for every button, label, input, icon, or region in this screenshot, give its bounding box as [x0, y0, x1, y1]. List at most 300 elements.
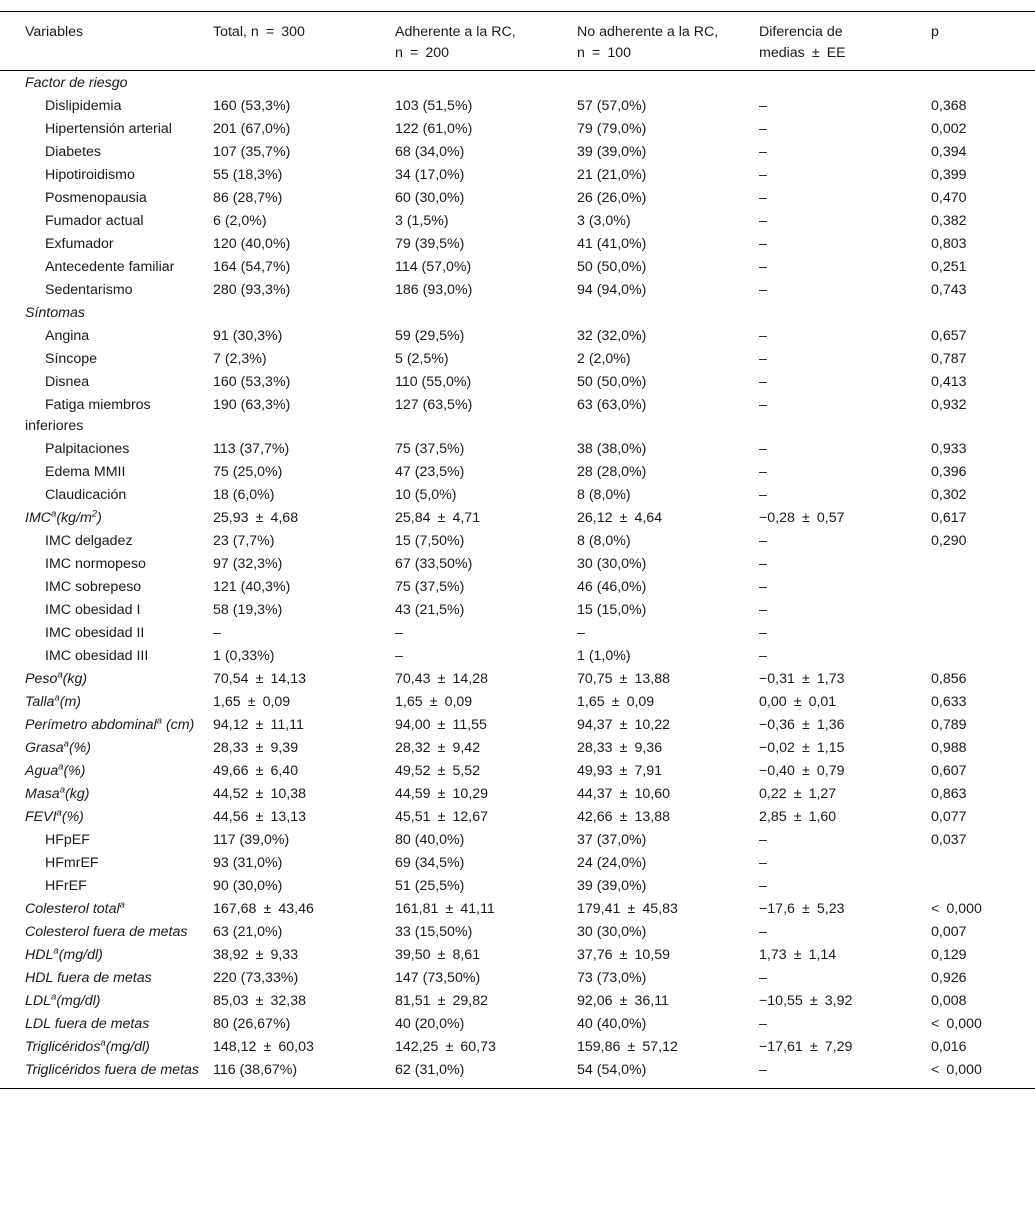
diferencia-cell: – — [759, 970, 767, 986]
variable-label: Peso — [25, 671, 58, 687]
no-adherente-cell — [577, 302, 759, 325]
variable-label: IMC obesidad II — [45, 625, 145, 641]
variable-cell — [0, 233, 213, 256]
variable-cell — [0, 760, 213, 783]
variable-label: Posmenopausia — [45, 190, 147, 206]
variable-label: Edema MMII — [45, 464, 126, 480]
table-row — [0, 898, 1035, 921]
diferencia-cell: −0,40 ± 0,79 — [759, 763, 845, 779]
diferencia-cell: – — [759, 924, 767, 940]
adherente-cell: 69 (34,5%) — [395, 855, 465, 871]
table-row — [0, 622, 1035, 645]
variable-label: IMC obesidad III — [45, 648, 149, 664]
header-p: p — [931, 24, 939, 40]
table-row — [0, 599, 1035, 622]
variable-cell — [0, 852, 213, 875]
no-adherente-cell: 28 (28,0%) — [577, 464, 647, 480]
variable-cell — [0, 1036, 213, 1059]
variable-label: IMC delgadez — [45, 533, 133, 549]
variable-label: Antecedente familiar — [45, 259, 175, 275]
header-variables: Variables — [25, 24, 84, 40]
no-adherente-cell: 1 (1,0%) — [577, 648, 631, 664]
table-row — [0, 576, 1035, 599]
adherente-cell: – — [395, 625, 403, 641]
no-adherente-cell: 26,12 ± 4,64 — [577, 510, 663, 526]
table-row — [0, 118, 1035, 141]
p-value-cell: 0,251 — [931, 259, 967, 275]
no-adherente-cell: 32 (32,0%) — [577, 328, 647, 344]
diferencia-cell — [759, 71, 931, 96]
total-cell: 94,12 ± 11,11 — [213, 717, 304, 733]
variable-cell — [0, 645, 213, 668]
adherente-cell: 3 (1,5%) — [395, 213, 449, 229]
p-value-cell: 0,037 — [931, 832, 967, 848]
variable-cell — [0, 576, 213, 599]
variable-unit: (kg) — [65, 786, 90, 802]
no-adherente-cell: 57 (57,0%) — [577, 98, 647, 114]
p-value-cell: 0,002 — [931, 121, 967, 137]
diferencia-cell: – — [759, 213, 767, 229]
diferencia-cell: – — [759, 374, 767, 390]
variable-label: Colesterol fuera de metas — [25, 924, 188, 940]
variable-label: Perímetro abdominal — [25, 717, 157, 733]
diferencia-cell: – — [759, 98, 767, 114]
variable-cell — [0, 921, 213, 944]
header-adherente: Adherente a la RC, n = 200 — [395, 24, 516, 61]
table-row — [0, 530, 1035, 553]
table-row — [0, 507, 1035, 530]
p-value-cell: < 0,000 — [931, 901, 982, 917]
variable-cell — [0, 944, 213, 967]
table-row — [0, 806, 1035, 829]
no-adherente-cell: 39 (39,0%) — [577, 144, 647, 160]
total-cell: 55 (18,3%) — [213, 167, 283, 183]
variable-cell — [0, 187, 213, 210]
variable-cell — [0, 484, 213, 507]
table-body — [0, 71, 1035, 1089]
p-value-cell: 0,470 — [931, 190, 967, 206]
total-cell: 160 (53,3%) — [213, 98, 291, 114]
variable-label: IMC sobrepeso — [45, 579, 142, 595]
diferencia-cell: 0,00 ± 0,01 — [759, 694, 837, 710]
variable-label: Grasa — [25, 740, 64, 756]
variable-label: Síncope — [45, 351, 98, 367]
p-value-cell: 0,368 — [931, 98, 967, 114]
footnote-marker: a — [53, 945, 59, 957]
variable-label: Talla — [25, 694, 55, 710]
adherente-cell: 15 (7,50%) — [395, 533, 465, 549]
no-adherente-cell: 39 (39,0%) — [577, 878, 647, 894]
variable-label: Disnea — [45, 374, 90, 390]
table-row — [0, 1059, 1035, 1089]
variable-cell — [0, 302, 213, 325]
adherente-cell: 45,51 ± 12,67 — [395, 809, 488, 825]
p-value-cell: < 0,000 — [931, 1016, 982, 1032]
footnote-marker: a — [156, 715, 162, 727]
no-adherente-cell: 73 (73,0%) — [577, 970, 647, 986]
table-row — [0, 394, 1035, 438]
variable-unit: (kg/m — [56, 510, 92, 526]
diferencia-cell: – — [759, 328, 767, 344]
no-adherente-cell: 50 (50,0%) — [577, 259, 647, 275]
variable-label: Triglicéridos — [25, 1039, 101, 1055]
adherente-cell: 122 (61,0%) — [395, 121, 473, 137]
p-value-cell: 0,863 — [931, 786, 967, 802]
no-adherente-cell: – — [577, 625, 585, 641]
diferencia-cell: – — [759, 351, 767, 367]
total-cell: – — [213, 625, 221, 641]
adherente-cell: 10 (5,0%) — [395, 487, 457, 503]
variable-label: LDL fuera de metas — [25, 1016, 150, 1032]
variable-cell — [0, 348, 213, 371]
table-row — [0, 1013, 1035, 1036]
footnote-marker: a — [54, 692, 60, 704]
no-adherente-cell: 15 (15,0%) — [577, 602, 647, 618]
p-value-cell: 0,399 — [931, 167, 967, 183]
no-adherente-cell: 50 (50,0%) — [577, 374, 647, 390]
diferencia-cell: – — [759, 832, 767, 848]
diferencia-cell: – — [759, 487, 767, 503]
variable-cell — [0, 1059, 213, 1089]
total-cell: 90 (30,0%) — [213, 878, 283, 894]
variable-label: Fumador actual — [45, 213, 144, 229]
no-adherente-cell: 179,41 ± 45,83 — [577, 901, 678, 917]
p-value-cell: 0,988 — [931, 740, 967, 756]
diferencia-cell: – — [759, 878, 767, 894]
total-cell: 113 (37,7%) — [213, 441, 290, 457]
total-cell: 85,03 ± 32,38 — [213, 993, 306, 1009]
total-cell: 107 (35,7%) — [213, 144, 291, 160]
table-row — [0, 921, 1035, 944]
p-value-cell: 0,129 — [931, 947, 967, 963]
adherente-cell: 142,25 ± 60,73 — [395, 1039, 496, 1055]
table-row — [0, 71, 1035, 96]
variable-label: Exfumador — [45, 236, 114, 252]
diferencia-cell: – — [759, 464, 767, 480]
table-row — [0, 783, 1035, 806]
total-cell: 86 (28,7%) — [213, 190, 283, 206]
no-adherente-cell: 41 (41,0%) — [577, 236, 647, 252]
table-row — [0, 302, 1035, 325]
header-no-adherente: No adherente a la RC, n = 100 — [577, 24, 719, 61]
no-adherente-cell: 3 (3,0%) — [577, 213, 631, 229]
adherente-cell: 161,81 ± 41,11 — [395, 901, 495, 917]
total-cell: 148,12 ± 60,03 — [213, 1039, 314, 1055]
footnote-marker: a — [100, 1037, 106, 1049]
no-adherente-cell: 70,75 ± 13,88 — [577, 671, 670, 687]
p-value-cell: 0,302 — [931, 487, 967, 503]
table-row — [0, 553, 1035, 576]
footnote-marker: a — [119, 899, 125, 911]
total-cell: 93 (31,0%) — [213, 855, 283, 871]
adherente-cell: 94,00 ± 11,55 — [395, 717, 487, 733]
table-row — [0, 210, 1035, 233]
variable-label: Triglicéridos fuera de metas — [25, 1062, 199, 1078]
variable-cell — [0, 325, 213, 348]
table-row — [0, 990, 1035, 1013]
p-value-cell: 0,007 — [931, 924, 967, 940]
p-value-cell: 0,926 — [931, 970, 967, 986]
adherente-cell: 127 (63,5%) — [395, 397, 473, 413]
no-adherente-cell: 42,66 ± 13,88 — [577, 809, 670, 825]
total-cell: 28,33 ± 9,39 — [213, 740, 299, 756]
total-cell: 23 (7,7%) — [213, 533, 275, 549]
variable-label: HFrEF — [45, 878, 87, 894]
table-row — [0, 737, 1035, 760]
total-cell: 80 (26,67%) — [213, 1016, 291, 1032]
adherente-cell: 75 (37,5%) — [395, 579, 465, 595]
variable-cell — [0, 829, 213, 852]
adherente-cell: 49,52 ± 5,52 — [395, 763, 481, 779]
no-adherente-cell: 24 (24,0%) — [577, 855, 647, 871]
total-cell: 18 (6,0%) — [213, 487, 275, 503]
variable-label: Síntomas — [25, 305, 85, 321]
diferencia-cell: – — [759, 282, 767, 298]
table-row — [0, 438, 1035, 461]
total-cell — [213, 71, 395, 96]
adherente-cell: 60 (30,0%) — [395, 190, 465, 206]
variable-label: Colesterol total — [25, 901, 120, 917]
adherente-cell — [395, 302, 577, 325]
no-adherente-cell: 21 (21,0%) — [577, 167, 647, 183]
p-value-cell: 0,743 — [931, 282, 967, 298]
no-adherente-cell: 40 (40,0%) — [577, 1016, 647, 1032]
p-value-cell — [931, 852, 1035, 875]
p-value-cell: 0,789 — [931, 717, 967, 733]
p-value-cell — [931, 645, 1035, 668]
total-cell: 220 (73,33%) — [213, 970, 299, 986]
footnote-marker: a — [58, 761, 64, 773]
variable-cell — [0, 461, 213, 484]
p-value-cell: 0,413 — [931, 374, 967, 390]
unit-exponent: 2 — [91, 508, 98, 520]
total-cell: 160 (53,3%) — [213, 374, 291, 390]
table-row — [0, 484, 1035, 507]
p-value-cell — [931, 875, 1035, 898]
variable-label: Angina — [45, 328, 90, 344]
variable-label: IMC obesidad I — [45, 602, 141, 618]
diferencia-cell: – — [759, 397, 767, 413]
variable-label: Masa — [25, 786, 60, 802]
variable-cell — [0, 141, 213, 164]
footnote-marker: a — [57, 669, 63, 681]
diferencia-cell: −17,61 ± 7,29 — [759, 1039, 853, 1055]
no-adherente-cell: 28,33 ± 9,36 — [577, 740, 663, 756]
p-value-cell: 0,856 — [931, 671, 967, 687]
total-cell: 120 (40,0%) — [213, 236, 291, 252]
diferencia-cell: 0,22 ± 1,27 — [759, 786, 837, 802]
total-cell — [213, 302, 395, 325]
total-cell: 280 (93,3%) — [213, 282, 291, 298]
no-adherente-cell: 46 (46,0%) — [577, 579, 647, 595]
footnote-marker: a — [56, 807, 62, 819]
table-row — [0, 875, 1035, 898]
p-value-cell: 0,607 — [931, 763, 967, 779]
variable-unit-suffix: ) — [97, 510, 102, 526]
no-adherente-cell: 38 (38,0%) — [577, 441, 647, 457]
diferencia-cell: −0,28 ± 0,57 — [759, 510, 845, 526]
table-row — [0, 852, 1035, 875]
p-value-cell: 0,933 — [931, 441, 967, 457]
table-row — [0, 461, 1035, 484]
total-cell: 25,93 ± 4,68 — [213, 510, 299, 526]
diferencia-cell: – — [759, 259, 767, 275]
no-adherente-cell: 63 (63,0%) — [577, 397, 647, 413]
adherente-cell: 70,43 ± 14,28 — [395, 671, 488, 687]
variable-cell — [0, 71, 213, 96]
footnote-marker: a — [51, 991, 57, 1003]
variable-cell — [0, 1013, 213, 1036]
variable-cell — [0, 691, 213, 714]
no-adherente-cell: 92,06 ± 36,11 — [577, 993, 669, 1009]
diferencia-cell: – — [759, 167, 767, 183]
total-cell: 63 (21,0%) — [213, 924, 283, 940]
p-value-cell: 0,290 — [931, 533, 967, 549]
variable-cell — [0, 371, 213, 394]
variable-label: IMC — [25, 510, 52, 526]
no-adherente-cell: 44,37 ± 10,60 — [577, 786, 670, 802]
variable-label: Diabetes — [45, 144, 101, 160]
variable-label: HDL — [25, 947, 54, 963]
total-cell: 49,66 ± 6,40 — [213, 763, 299, 779]
total-cell: 121 (40,3%) — [213, 579, 291, 595]
adherente-cell: 1,65 ± 0,09 — [395, 694, 473, 710]
diferencia-cell: – — [759, 144, 767, 160]
table-row — [0, 279, 1035, 302]
p-value-cell: 0,633 — [931, 694, 967, 710]
adherente-cell: 80 (40,0%) — [395, 832, 465, 848]
p-value-cell: 0,803 — [931, 236, 967, 252]
variable-cell — [0, 118, 213, 141]
data-table — [0, 11, 1035, 1089]
variable-unit: (mg/dl) — [56, 993, 101, 1009]
table-row — [0, 1036, 1035, 1059]
table-row — [0, 371, 1035, 394]
total-cell: 75 (25,0%) — [213, 464, 283, 480]
adherente-cell: 59 (29,5%) — [395, 328, 465, 344]
no-adherente-cell: 30 (30,0%) — [577, 924, 647, 940]
table-row — [0, 164, 1035, 187]
total-cell: 70,54 ± 14,13 — [213, 671, 306, 687]
table-row — [0, 645, 1035, 668]
adherente-cell: 103 (51,5%) — [395, 98, 473, 114]
adherente-cell: 44,59 ± 10,29 — [395, 786, 488, 802]
table-row — [0, 141, 1035, 164]
diferencia-cell: – — [759, 556, 767, 572]
p-value-cell: 0,077 — [931, 809, 967, 825]
no-adherente-cell: 79 (79,0%) — [577, 121, 647, 137]
diferencia-cell: 1,73 ± 1,14 — [759, 947, 837, 963]
footnote-marker: a — [63, 738, 69, 750]
p-value-cell: 0,787 — [931, 351, 967, 367]
footnote-marker: a — [59, 784, 65, 796]
table-row — [0, 187, 1035, 210]
table-row — [0, 348, 1035, 371]
diferencia-cell: −0,31 ± 1,73 — [759, 671, 845, 687]
adherente-cell: 114 (57,0%) — [395, 259, 472, 275]
variable-unit: (%) — [61, 809, 84, 825]
table-row — [0, 967, 1035, 990]
variable-unit: (kg) — [62, 671, 88, 687]
variable-cell — [0, 806, 213, 829]
total-cell: 6 (2,0%) — [213, 213, 267, 229]
no-adherente-cell: 8 (8,0%) — [577, 487, 631, 503]
variable-label: Fatiga miembros inferiores — [25, 397, 155, 434]
diferencia-cell: – — [759, 533, 767, 549]
p-value-cell: 0,394 — [931, 144, 967, 160]
variable-cell — [0, 783, 213, 806]
diferencia-cell — [759, 302, 931, 325]
variable-cell — [0, 714, 213, 737]
variable-label: HFpEF — [45, 832, 90, 848]
adherente-cell — [395, 71, 577, 96]
diferencia-cell: – — [759, 625, 767, 641]
no-adherente-cell: 30 (30,0%) — [577, 556, 647, 572]
no-adherente-cell — [577, 71, 759, 96]
variable-unit: (m) — [59, 694, 82, 710]
no-adherente-cell: 54 (54,0%) — [577, 1062, 647, 1078]
variable-cell — [0, 622, 213, 645]
no-adherente-cell: 8 (8,0%) — [577, 533, 631, 549]
variable-label: IMC normopeso — [45, 556, 146, 572]
table-row — [0, 95, 1035, 118]
variable-cell — [0, 990, 213, 1013]
adherente-cell: 81,51 ± 29,82 — [395, 993, 488, 1009]
header-diferencia: Diferencia de medias ± EE — [759, 24, 846, 61]
adherente-cell: 147 (73,50%) — [395, 970, 481, 986]
total-cell: 97 (32,3%) — [213, 556, 283, 572]
table-header — [0, 12, 1035, 71]
variable-label: FEVI — [25, 809, 57, 825]
variable-cell — [0, 668, 213, 691]
total-cell: 1 (0,33%) — [213, 648, 275, 664]
adherente-cell: 43 (21,5%) — [395, 602, 465, 618]
variable-label: Sedentarismo — [45, 282, 133, 298]
diferencia-cell: −10,55 ± 3,92 — [759, 993, 853, 1009]
variable-unit: (%) — [68, 740, 92, 756]
total-cell: 164 (54,7%) — [213, 259, 291, 275]
adherente-cell: 34 (17,0%) — [395, 167, 465, 183]
variable-label: Claudicación — [45, 487, 127, 503]
variable-label: Dislipidemia — [45, 98, 122, 114]
total-cell: 167,68 ± 43,46 — [213, 901, 314, 917]
adherente-cell: 33 (15,50%) — [395, 924, 473, 940]
header-row — [0, 12, 1035, 71]
variable-label: LDL — [25, 993, 52, 1009]
diferencia-cell: – — [759, 190, 767, 206]
no-adherente-cell: 94,37 ± 10,22 — [577, 717, 670, 733]
p-value-cell: 0,932 — [931, 397, 967, 413]
variable-unit: (mg/dl) — [58, 947, 103, 963]
adherente-cell: 47 (23,5%) — [395, 464, 465, 480]
variable-cell — [0, 279, 213, 302]
table-row — [0, 691, 1035, 714]
p-value-cell — [931, 576, 1035, 599]
header-total: Total, n = 300 — [213, 24, 305, 40]
adherente-cell: 67 (33,50%) — [395, 556, 473, 572]
variable-label: Hipertensión arterial — [45, 121, 172, 137]
variable-cell — [0, 530, 213, 553]
no-adherente-cell: 26 (26,0%) — [577, 190, 647, 206]
variable-cell — [0, 394, 213, 438]
variable-cell — [0, 210, 213, 233]
total-cell: 116 (38,67%) — [213, 1062, 298, 1078]
table-row — [0, 325, 1035, 348]
no-adherente-cell: 159,86 ± 57,12 — [577, 1039, 678, 1055]
adherente-cell: 5 (2,5%) — [395, 351, 449, 367]
table-row — [0, 760, 1035, 783]
table-row — [0, 256, 1035, 279]
